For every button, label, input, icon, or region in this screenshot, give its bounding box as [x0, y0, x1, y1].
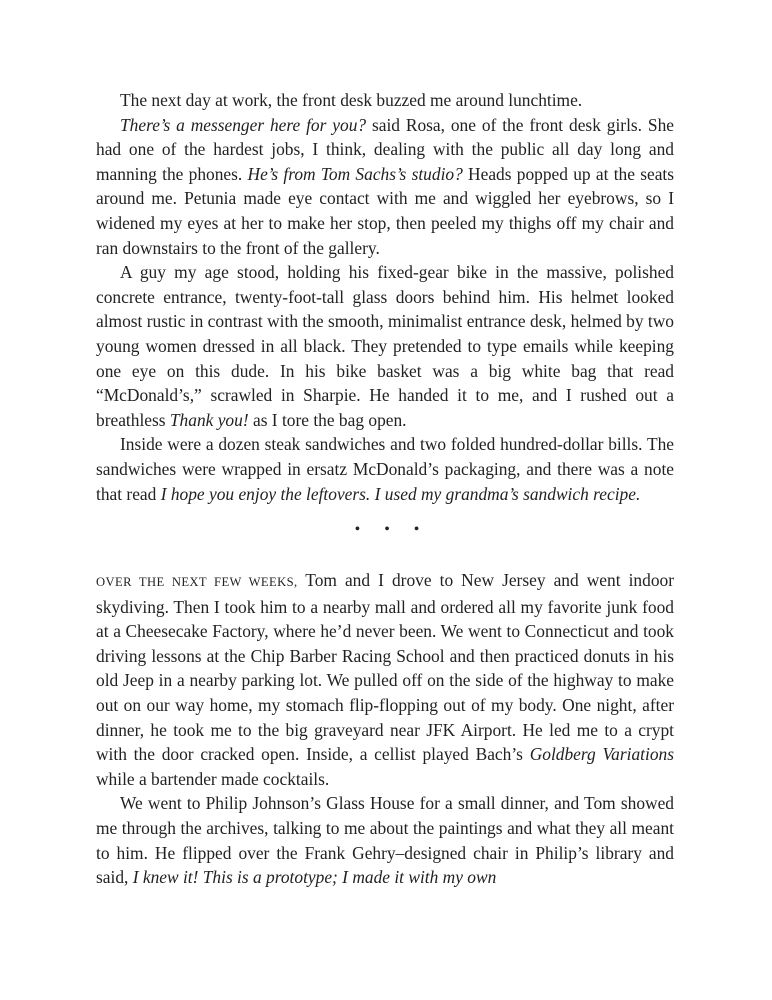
paragraph-3-italic-1: Thank you! [169, 409, 249, 430]
paragraph-3 [96, 260, 674, 432]
paragraph-5-italic-1: Goldberg Variations [529, 744, 674, 765]
paragraph-4 [96, 432, 674, 506]
paragraph-4-italic-1: I hope you enjoy the leftovers. I used my grandma’s sandwich recipe. [160, 483, 641, 504]
book-page [96, 88, 674, 890]
section-break: • • • [354, 521, 430, 539]
paragraph-1-text: The next day at work, the front desk buzzed me around lunchtime. [120, 90, 583, 110]
section-lead-in: OVER THE NEXT FEW WEEKS, [96, 575, 298, 590]
paragraph-6-italic-1: I knew it! This is a prototype; I made it with my own [132, 867, 497, 888]
paragraph-2 [96, 113, 674, 261]
paragraph-3-text-2: as I tore the bag open. [248, 409, 407, 430]
paragraph-6-text-1: We went to Philip Johnson’s Glass House for a small dinner, and Tom showed me through the archives, talking to me about the paintings and what they all meant to him. He flipped over the Frank Gehry–designed chair in Philip’s library and said, [96, 793, 674, 888]
paragraph-2-italic-2: He’s from Tom Sachs’s studio? [247, 163, 463, 184]
paragraph-6 [96, 791, 674, 889]
paragraph-5 [96, 568, 674, 791]
paragraph-2-italic-1: There’s a messenger here for you? [120, 114, 367, 135]
paragraph-2-text-2: Heads popped up at the seats around me. Petunia made eye contact with me and wiggled her eyebrows, so I widened my eyes at her to make her stop, then peeled my thighs off my chair and ran downstairs to the front of the gallery. [96, 163, 675, 258]
paragraph-2-text-1: said Rosa, one of the front desk girls. She had one of the hardest jobs, I think, dealing with the public all day long and manning the phones. [96, 114, 674, 184]
paragraph-5-text-2: while a bartender made cocktails. [96, 768, 330, 789]
paragraph-3-text-1: A guy my age stood, holding his fixed-gear bike in the massive, polished concrete entrance, twenty-foot-tall glass doors behind him. His helmet looked almost rustic in contrast with the smooth, minimalist entrance desk, helmed by two young women dressed in all black. They pretended to type emails while keeping one eye on this dude. In his bike basket was a big white bag that read “McDonald’s,” scrawled in Sharpie. He handed it to me, and I rushed out a breathless [96, 262, 674, 430]
paragraph-1 [96, 88, 674, 113]
paragraph-5-text-1: Tom and I drove to New Jersey and went indoor skydiving. Then I took him to a nearby mall and ordered all my favorite junk food at a Cheesecake Factory, where he’d never been. We went to Connecticut and took driving lessons at the Chip Barber Racing School and then practiced donuts in his old Jeep in a nearby parking lot. We pulled off on the side of the highway to make out on our way home, my stomach flip-flopping out of my body. One night, after dinner, he took me to the big graveyard near JFK Airport. He led me to a crypt with the door cracked open. Inside, a cellist played Bach’s [96, 570, 674, 765]
paragraph-4-text-1: Inside were a dozen steak sandwiches and two folded hundred-dollar bills. The sandwiches were wrapped in ersatz McDonald’s packaging, and there was a note that read [96, 434, 674, 504]
